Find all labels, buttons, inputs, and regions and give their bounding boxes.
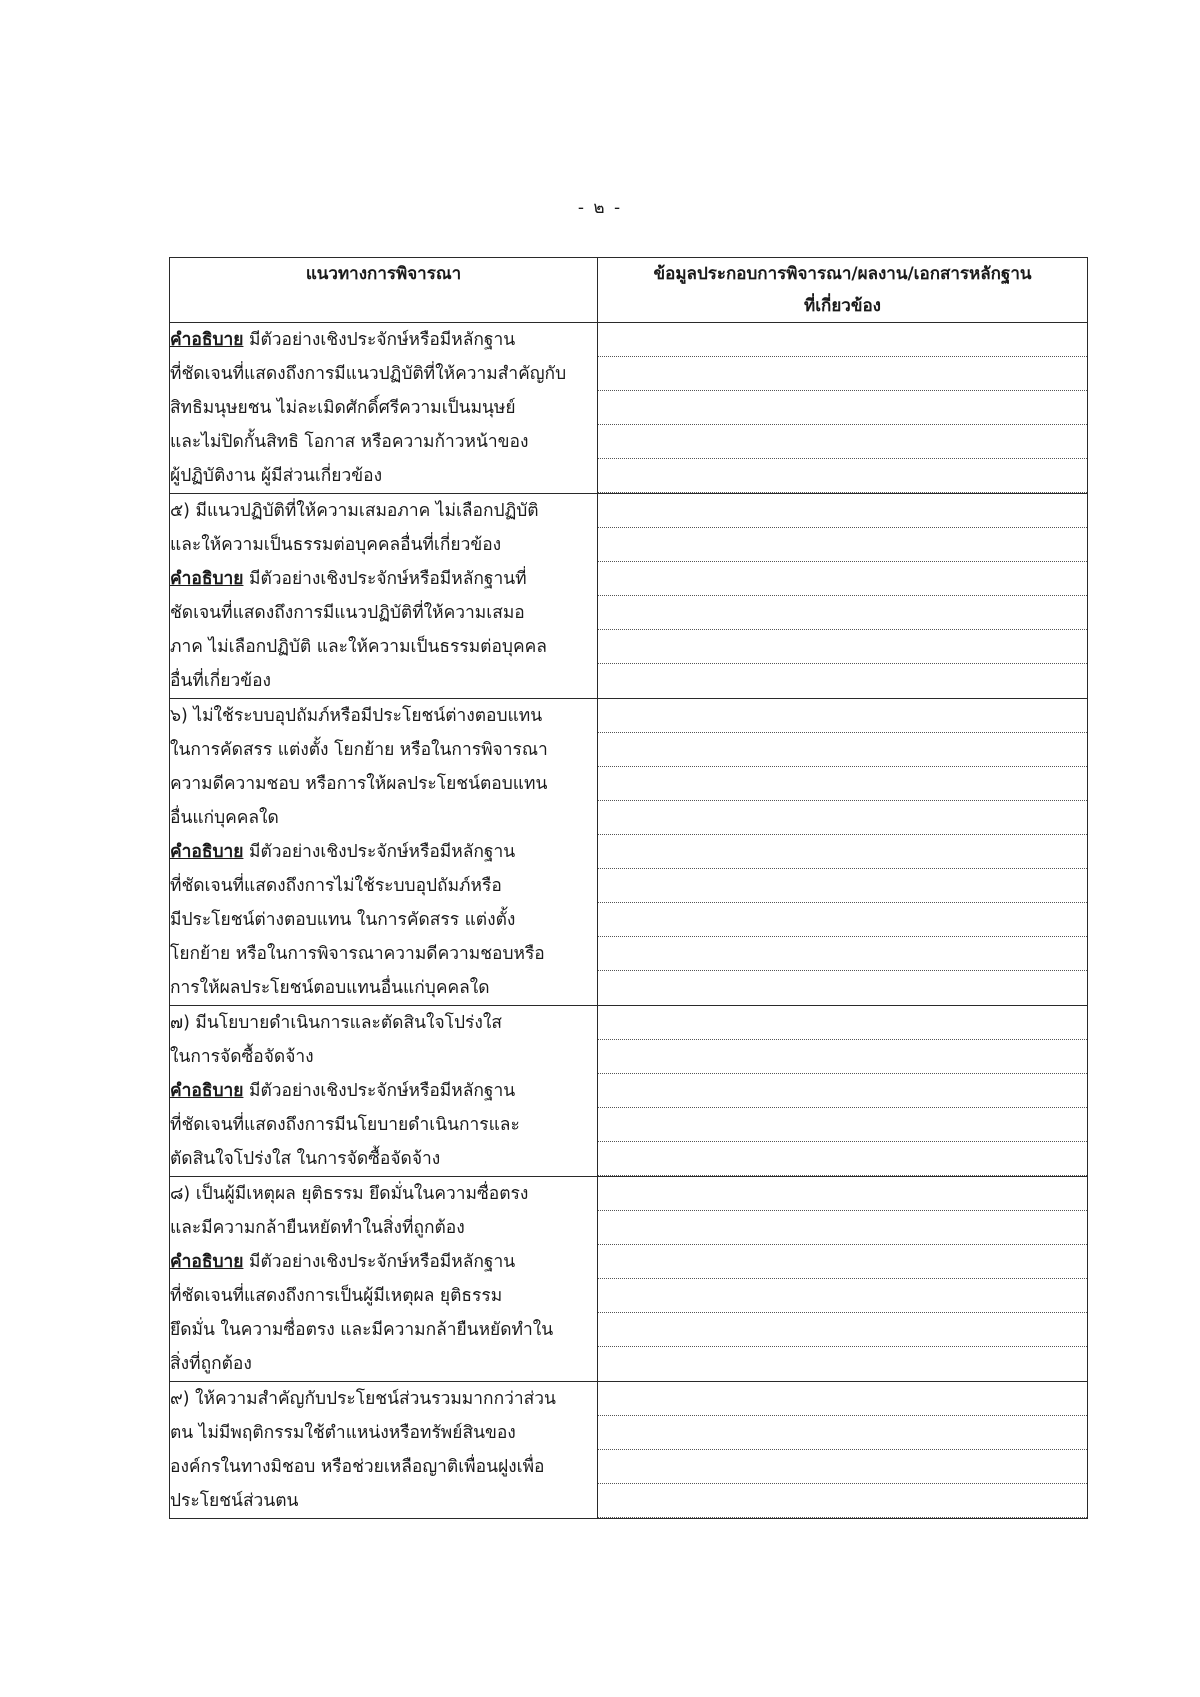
- criteria-line: [170, 1484, 597, 1518]
- criteria-line: [170, 767, 597, 801]
- criteria-line: [170, 903, 597, 937]
- explanation-label: คำอธิบาย: [170, 330, 244, 350]
- header-criteria-label: แนวทางการพิจารณา: [305, 264, 462, 284]
- evidence-fill-line[interactable]: [598, 494, 1087, 528]
- criteria-line: [170, 528, 597, 562]
- criteria-line: [170, 869, 597, 903]
- criteria-line: [170, 1313, 597, 1347]
- criteria-text: ในการจัดซื้อจัดจ้าง: [170, 1047, 314, 1067]
- table-header-row: [170, 258, 1088, 323]
- criteria-text: อื่นแก่บุคคลใด: [170, 808, 279, 828]
- evidence-fill-line[interactable]: [598, 425, 1087, 459]
- evidence-fill-line[interactable]: [598, 869, 1087, 903]
- criteria-line: [170, 835, 597, 869]
- evidence-fill-line[interactable]: [598, 1177, 1087, 1211]
- criteria-line: [170, 459, 597, 493]
- criteria-cell: [170, 494, 598, 699]
- criteria-text: และไม่ปิดกั้นสิทธิ โอกาส หรือความก้าวหน้าของ: [170, 432, 529, 452]
- evidence-fill-line[interactable]: [598, 596, 1087, 630]
- criteria-table: [169, 257, 1088, 1519]
- criteria-text: การให้ผลประโยชน์ตอบแทนอื่นแก่บุคคลใด: [170, 978, 490, 998]
- criteria-line: [170, 699, 597, 733]
- criteria-text: ที่ชัดเจนที่แสดงถึงการเป็นผู้มีเหตุผล ยุติธรรม: [170, 1286, 503, 1306]
- criteria-text: ผู้ปฏิบัติงาน ผู้มีส่วนเกี่ยวข้อง: [170, 466, 383, 486]
- evidence-cell: [598, 699, 1088, 1006]
- table-row: [170, 1006, 1088, 1177]
- criteria-text: ๘) เป็นผู้มีเหตุผล ยุติธรรม ยึดมั่นในความซื่อตรง: [170, 1184, 529, 1204]
- criteria-text: ภาค ไม่เลือกปฏิบัติ และให้ความเป็นธรรมต่อบุคคล: [170, 637, 547, 657]
- criteria-text: มีตัวอย่างเชิงประจักษ์หรือมีหลักฐานที่: [243, 569, 527, 589]
- evidence-fill-line[interactable]: [598, 1416, 1087, 1450]
- header-evidence-line2: ที่เกี่ยวข้อง: [804, 296, 881, 316]
- criteria-text: ที่ชัดเจนที่แสดงถึงการไม่ใช้ระบบอุปถัมภ์หรือ: [170, 876, 502, 896]
- criteria-line: [170, 596, 597, 630]
- criteria-line: [170, 1416, 597, 1450]
- evidence-cell: [598, 494, 1088, 699]
- criteria-line: [170, 494, 597, 528]
- criteria-line: [170, 801, 597, 835]
- criteria-text: โยกย้าย หรือในการพิจารณาความดีความชอบหรือ: [170, 944, 545, 964]
- table-row: [170, 1177, 1088, 1382]
- evidence-cell: [598, 1382, 1088, 1519]
- evidence-fill-line[interactable]: [598, 1313, 1087, 1347]
- criteria-line: [170, 971, 597, 1005]
- evidence-fill-line[interactable]: [598, 323, 1087, 357]
- evidence-fill-line[interactable]: [598, 1142, 1087, 1176]
- explanation-label: คำอธิบาย: [170, 842, 244, 862]
- criteria-line: [170, 937, 597, 971]
- criteria-text: มีตัวอย่างเชิงประจักษ์หรือมีหลักฐาน: [243, 1081, 516, 1101]
- evidence-fill-line[interactable]: [598, 357, 1087, 391]
- criteria-line: [170, 1006, 597, 1040]
- header-evidence: [598, 258, 1088, 323]
- evidence-fill-line[interactable]: [598, 1108, 1087, 1142]
- criteria-text: มีประโยชน์ต่างตอบแทน ในการคัดสรร แต่งตั้ง: [170, 910, 516, 930]
- page-number: - ๒ -: [577, 198, 623, 218]
- criteria-text: ตน ไม่มีพฤติกรรมใช้ตำแหน่งหรือทรัพย์สินของ: [170, 1423, 516, 1443]
- criteria-text: ๕) มีแนวปฏิบัติที่ให้ความเสมอภาค ไม่เลือกปฏิบัติ: [170, 501, 539, 521]
- evidence-fill-line[interactable]: [598, 1211, 1087, 1245]
- criteria-text: ๖) ไม่ใช้ระบบอุปถัมภ์หรือมีประโยชน์ต่างตอบแทน: [170, 706, 543, 726]
- evidence-fill-line[interactable]: [598, 630, 1087, 664]
- criteria-text: ประโยชน์ส่วนตน: [170, 1491, 299, 1511]
- criteria-line: [170, 630, 597, 664]
- explanation-label: คำอธิบาย: [170, 1081, 244, 1101]
- evidence-fill-line[interactable]: [598, 1040, 1087, 1074]
- evidence-fill-line[interactable]: [598, 903, 1087, 937]
- criteria-line: [170, 562, 597, 596]
- criteria-cell: [170, 1006, 598, 1177]
- criteria-text: อื่นที่เกี่ยวข้อง: [170, 671, 272, 691]
- evidence-cell: [598, 1006, 1088, 1177]
- evidence-fill-line[interactable]: [598, 528, 1087, 562]
- criteria-text: มีตัวอย่างเชิงประจักษ์หรือมีหลักฐาน: [243, 842, 516, 862]
- criteria-text: ในการคัดสรร แต่งตั้ง โยกย้าย หรือในการพิจารณา: [170, 740, 548, 760]
- criteria-line: [170, 1450, 597, 1484]
- criteria-line: [170, 323, 597, 357]
- criteria-line: [170, 1108, 597, 1142]
- criteria-text: ๗) มีนโยบายดำเนินการและตัดสินใจโปร่งใส: [170, 1013, 502, 1033]
- criteria-text: ตัดสินใจโปร่งใส ในการจัดซื้อจัดจ้าง: [170, 1149, 441, 1169]
- criteria-line: [170, 425, 597, 459]
- criteria-line: [170, 664, 597, 698]
- criteria-text: มีตัวอย่างเชิงประจักษ์หรือมีหลักฐาน: [243, 330, 516, 350]
- criteria-line: [170, 1074, 597, 1108]
- criteria-line: [170, 1382, 597, 1416]
- evidence-fill-line[interactable]: [598, 1279, 1087, 1313]
- evidence-fill-line[interactable]: [598, 937, 1087, 971]
- criteria-line: [170, 391, 597, 425]
- criteria-text: สิทธิมนุษยชน ไม่ละเมิดศักดิ์ศรีความเป็นมนุษย์: [170, 398, 516, 418]
- criteria-line: [170, 1245, 597, 1279]
- evidence-fill-line[interactable]: [598, 801, 1087, 835]
- evidence-fill-line[interactable]: [598, 1245, 1087, 1279]
- table-row: [170, 699, 1088, 1006]
- criteria-text: และมีความกล้ายืนหยัดทำในสิ่งที่ถูกต้อง: [170, 1218, 465, 1238]
- evidence-fill-line[interactable]: [598, 835, 1087, 869]
- criteria-line: [170, 1142, 597, 1176]
- table-body: [170, 323, 1088, 1519]
- criteria-cell: [170, 1382, 598, 1519]
- criteria-line: [170, 1040, 597, 1074]
- evidence-fill-line[interactable]: [598, 767, 1087, 801]
- criteria-text: ความดีความชอบ หรือการให้ผลประโยชน์ตอบแทน: [170, 774, 548, 794]
- criteria-line: [170, 1279, 597, 1313]
- criteria-line: [170, 1211, 597, 1245]
- criteria-text: ยึดมั่น ในความซื่อตรง และมีความกล้ายืนหยัดทำใน: [170, 1320, 554, 1340]
- evidence-fill-line[interactable]: [598, 1006, 1087, 1040]
- criteria-text: ที่ชัดเจนที่แสดงถึงการมีแนวปฏิบัติที่ให้ความสำคัญกับ: [170, 364, 567, 384]
- evidence-fill-line[interactable]: [598, 699, 1087, 733]
- criteria-line: [170, 1347, 597, 1381]
- criteria-text: ที่ชัดเจนที่แสดงถึงการมีนโยบายดำเนินการและ: [170, 1115, 520, 1135]
- evidence-fill-line[interactable]: [598, 1484, 1087, 1518]
- evidence-fill-line[interactable]: [598, 562, 1087, 596]
- header-criteria: [170, 258, 598, 323]
- table-row: [170, 323, 1088, 494]
- evidence-fill-line[interactable]: [598, 1074, 1087, 1108]
- criteria-text: ชัดเจนที่แสดงถึงการมีแนวปฏิบัติที่ให้ความเสมอ: [170, 603, 525, 623]
- criteria-cell: [170, 323, 598, 494]
- header-evidence-line1: ข้อมูลประกอบการพิจารณา/ผลงาน/เอกสารหลักฐาน: [653, 264, 1032, 284]
- criteria-line: [170, 733, 597, 767]
- criteria-line: [170, 1177, 597, 1211]
- evidence-fill-line[interactable]: [598, 733, 1087, 767]
- criteria-text: ๙) ให้ความสำคัญกับประโยชน์ส่วนรวมมากกว่าส่วน: [170, 1389, 556, 1409]
- evidence-fill-line[interactable]: [598, 1450, 1087, 1484]
- evidence-fill-line[interactable]: [598, 459, 1087, 493]
- criteria-line: [170, 357, 597, 391]
- explanation-label: คำอธิบาย: [170, 569, 244, 589]
- table-row: [170, 1382, 1088, 1519]
- criteria-text: สิ่งที่ถูกต้อง: [170, 1354, 252, 1374]
- criteria-cell: [170, 699, 598, 1006]
- criteria-text: และให้ความเป็นธรรมต่อบุคคลอื่นที่เกี่ยวข้อง: [170, 535, 502, 555]
- evidence-cell: [598, 323, 1088, 494]
- evidence-fill-line[interactable]: [598, 391, 1087, 425]
- criteria-text: มีตัวอย่างเชิงประจักษ์หรือมีหลักฐาน: [243, 1252, 516, 1272]
- evidence-cell: [598, 1177, 1088, 1382]
- table-row: [170, 494, 1088, 699]
- evidence-fill-line[interactable]: [598, 1382, 1087, 1416]
- explanation-label: คำอธิบาย: [170, 1252, 244, 1272]
- criteria-cell: [170, 1177, 598, 1382]
- criteria-text: องค์กรในทางมิชอบ หรือช่วยเหลือญาติเพื่อนฝูงเพื่อ: [170, 1457, 545, 1477]
